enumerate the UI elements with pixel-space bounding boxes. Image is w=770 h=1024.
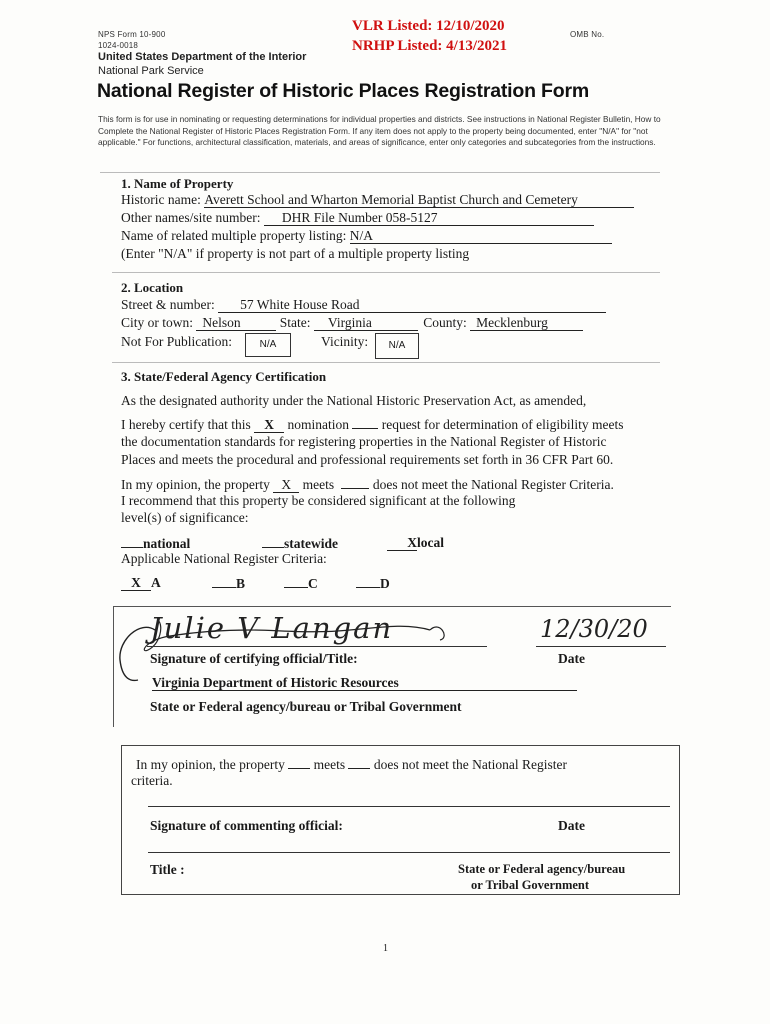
criterion-b-label: B (236, 576, 246, 591)
omb-label: OMB No. (570, 30, 605, 39)
nomination-label: nomination (287, 417, 349, 432)
form-number: NPS Form 10-900 (98, 30, 166, 39)
county-value: Mecklenburg (470, 316, 583, 331)
national-label: national (143, 536, 191, 551)
recommend-line-2: level(s) of significance: (121, 510, 249, 525)
request-check[interactable] (352, 416, 378, 429)
historic-name-value: Averett School and Wharton Memorial Baptist Church and Cemetery (204, 193, 634, 208)
historic-name-label: Historic name: (121, 192, 201, 207)
form-instructions: This form is for use in nominating or requesting determinations for individual properties and districts. See instructions in National Register Bulletin, How to Complete the National Register of Historic Places Registration Form. If any item does not apply to the property being documented, enter "N/A" for "not applicable." For functions, architectural classification, materials, and areas of significance, enter only categories and subcategories from the instructions. (98, 114, 661, 147)
opinion-row (121, 476, 614, 493)
page-number: 1 (383, 943, 388, 954)
certify-line-2: the documentation standards for registering properties in the National Register of Historic (121, 434, 607, 449)
comment-criteria-text: criteria. (131, 773, 173, 788)
certifying-signature: Julie V Langan (150, 611, 394, 645)
criterion-d (356, 575, 390, 592)
criterion-a (121, 575, 161, 591)
certify-row (121, 416, 624, 433)
commenting-title-label: Title : (150, 862, 185, 877)
state-value: Virginia (314, 316, 418, 331)
level-statewide (262, 535, 338, 552)
comment-opinion-text: In my opinion, the property (136, 757, 285, 772)
statewide-label: statewide (284, 536, 338, 551)
certifying-official-label: Signature of certifying official/Title: (150, 651, 358, 666)
street-label: Street & number: (121, 297, 215, 312)
service-name: National Park Service (98, 65, 204, 77)
omb-control-number: 1024-0018 (98, 41, 139, 50)
vlr-listed-stamp: VLR Listed: 12/10/2020 (352, 18, 505, 34)
related-listing-label: Name of related multiple property listing: (121, 228, 347, 243)
street-value: 57 White House Road (218, 298, 606, 313)
county-label: County: (423, 315, 467, 330)
certification-date-label: Date (558, 651, 585, 666)
criterion-a-check[interactable]: X (121, 576, 151, 591)
meets-check[interactable]: X (273, 478, 299, 493)
certify-line-3: Places and meets the procedural and professional requirements set forth in 36 CFR Part 60. (121, 452, 614, 467)
nomination-check[interactable]: X (254, 418, 284, 433)
agency-value: Virginia Department of Historic Resources (152, 676, 577, 691)
local-label: local (417, 535, 444, 550)
local-check[interactable]: X (387, 536, 417, 551)
request-label: request for determination of eligibility meets (381, 417, 624, 432)
criterion-b-check[interactable] (212, 575, 236, 588)
meets-label: meets (302, 477, 335, 492)
state-label: State: (279, 315, 311, 330)
criterion-d-label: D (380, 576, 390, 591)
city-state-county-row (121, 315, 583, 331)
commenting-agency-label-1: State or Federal agency/bureau (458, 862, 626, 876)
does-not-meet-check[interactable] (341, 476, 369, 489)
commenting-official-label: Signature of commenting official: (150, 818, 343, 833)
statewide-check[interactable] (262, 535, 284, 548)
comment-does-not-meet-label: does not meet the National Register (373, 757, 567, 772)
recommend-line-1: I recommend that this property be considered significant at the following (121, 493, 516, 508)
other-names-row (121, 210, 594, 226)
not-for-publication-box[interactable]: N/A (245, 333, 291, 357)
certification-date-value: 12/30/20 (540, 615, 648, 643)
comment-does-not-meet-check[interactable] (348, 756, 370, 769)
certify-text: I hereby certify that this (121, 417, 251, 432)
level-local (387, 535, 444, 551)
opinion-text: In my opinion, the property (121, 477, 270, 492)
comment-opinion-row (136, 756, 567, 773)
authority-statement: As the designated authority under the National Historic Preservation Act, as amended, (121, 393, 587, 408)
comment-meets-label: meets (313, 757, 346, 772)
criterion-c-label: C (308, 576, 318, 591)
commenting-agency-label-2: or Tribal Government (471, 878, 590, 892)
section-1-heading: 1. Name of Property (121, 176, 234, 191)
not-for-publication-label: Not For Publication: (121, 334, 232, 349)
vicinity-label: Vicinity: (321, 334, 369, 349)
other-names-value: DHR File Number 058-5127 (264, 211, 594, 226)
historic-name-row (121, 192, 634, 208)
city-value: Nelson (196, 316, 276, 331)
other-names-label: Other names/site number: (121, 210, 261, 225)
city-label: City or town: (121, 315, 194, 330)
level-national (121, 535, 190, 552)
vicinity-box[interactable]: N/A (375, 333, 419, 359)
criterion-d-check[interactable] (356, 575, 380, 588)
criterion-b (212, 575, 245, 592)
criteria-label: Applicable National Register Criteria: (121, 551, 327, 566)
agency-label: State or Federal agency/bureau or Tribal Government (150, 699, 462, 714)
form-title: National Register of Historic Places Registration Form (97, 80, 589, 102)
commenting-date-label: Date (558, 818, 585, 833)
related-listing-value: N/A (350, 229, 612, 244)
nrhp-listed-stamp: NRHP Listed: 4/13/2021 (352, 38, 508, 54)
criterion-c (284, 575, 318, 592)
multiple-listing-note: (Enter "N/A" if property is not part of a multiple property listing (121, 246, 470, 261)
criterion-c-check[interactable] (284, 575, 308, 588)
section-3-heading: 3. State/Federal Agency Certification (121, 369, 327, 384)
agency-value-row (152, 675, 577, 691)
does-not-meet-label: does not meet the National Register Criteria. (372, 477, 614, 492)
criterion-a-label: A (151, 575, 161, 590)
section-2-heading: 2. Location (121, 280, 184, 295)
street-row (121, 297, 606, 313)
comment-meets-check[interactable] (288, 756, 310, 769)
department-name: United States Department of the Interior (98, 51, 307, 63)
related-listing-row (121, 228, 612, 244)
national-check[interactable] (121, 535, 143, 548)
